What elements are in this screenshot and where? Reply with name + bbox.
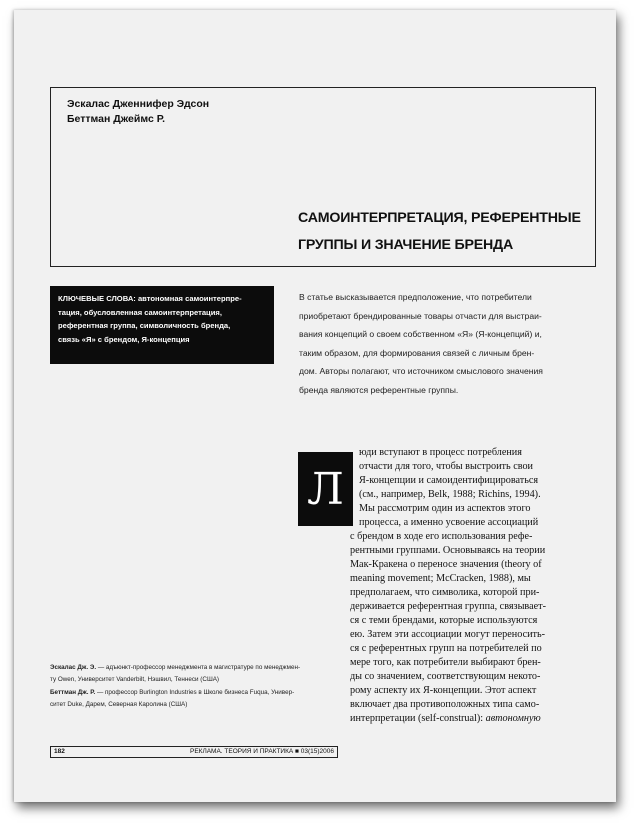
author-name: Эскалас Дженнифер Эдсон bbox=[67, 98, 210, 110]
body-line: Мы рассмотрим один из аспектов этого bbox=[359, 503, 531, 514]
bio-author-name: Беттман Дж. Р. bbox=[50, 688, 96, 696]
bio-line bbox=[50, 687, 350, 699]
body-line: ею. Затем эти ассоциации могут переносить- bbox=[350, 629, 546, 640]
bio-text: — профессор Burlington Industries в Школе бизнеса Fuqua, Универ- bbox=[95, 688, 295, 696]
abstract bbox=[299, 288, 599, 400]
body-line-text: интерпретации (self-construal): bbox=[350, 713, 486, 724]
body-line: включает два противоположных типа само- bbox=[350, 699, 540, 710]
abstract-line: таким образом, для формирования связей с личным брен- bbox=[299, 347, 535, 358]
keywords-line: связь «Я» с брендом, Я-концепция bbox=[58, 334, 190, 344]
body-line bbox=[350, 712, 541, 726]
bio-line bbox=[50, 662, 350, 674]
page-footer bbox=[50, 746, 338, 758]
article-title bbox=[298, 205, 588, 259]
body-line: ся с теми брендами, которые используются bbox=[350, 615, 538, 626]
body-line: держивается референтная группа, связывает- bbox=[350, 601, 546, 612]
body-line: рентными группами. Основываясь на теории bbox=[350, 545, 546, 556]
title-line: САМОИНТЕРПРЕТАЦИЯ, РЕФЕРЕНТНЫЕ bbox=[298, 210, 581, 226]
header-frame bbox=[50, 87, 596, 267]
bio-line: ту Owen, Университет Vanderbilt, Нэшвил, Теннеси (США) bbox=[50, 676, 220, 684]
abstract-line: вания концепций о своем собственном «Я» (Я-концепций) и, bbox=[299, 329, 542, 340]
author-bio bbox=[50, 662, 350, 712]
bio-text: — адъюнкт-профессор менеджмента в магистратуре по менеджмен- bbox=[96, 664, 301, 671]
abstract-line: бренда являются референтные группы. bbox=[299, 384, 459, 395]
body-line: отчасти для того, чтобы выстроить свои bbox=[359, 461, 534, 472]
body-line: рому аспекту их Я-концепции. Этот аспект bbox=[350, 685, 537, 696]
keywords-line: референтная группа, символичность бренда, bbox=[58, 321, 231, 331]
abstract-line: приобретают брендированные товары отчасти для выстраи- bbox=[299, 310, 542, 321]
body-line: (см., например, Belk, 1988; Richins, 1994). bbox=[359, 489, 541, 500]
body-line: Я-концепции и самоидентифицироваться bbox=[359, 475, 539, 486]
journal-issue: РЕКЛАМА. ТЕОРИЯ И ПРАКТИКА ■ 03(15)2006 bbox=[189, 748, 334, 755]
body-line: мере того, как потребители выбирают брен- bbox=[350, 657, 541, 668]
body-line: meaning movement; McCracken, 1988), мы bbox=[350, 573, 531, 584]
title-line: ГРУППЫ И ЗНАЧЕНИЕ БРЕНДА bbox=[298, 237, 514, 253]
body-line: Мак-Кракена о переносе значения (theory of bbox=[350, 559, 542, 570]
keywords-line: тация, обусловленная самоинтерпретация, bbox=[58, 307, 222, 317]
abstract-line: дом. Авторы полагают, что источником смыслового значения bbox=[299, 366, 543, 377]
body-line: процесса, а именно усвоение ассоциаций bbox=[359, 517, 539, 528]
bio-author-name: Эскалас Дж. Э. bbox=[50, 664, 97, 671]
body-line: с брендом в ходе его использования рефе- bbox=[350, 531, 533, 542]
keywords-box bbox=[50, 286, 274, 364]
body-line: юди вступают в процесс потребления bbox=[359, 447, 522, 458]
magazine-page bbox=[14, 10, 616, 802]
body-line: ся с референтных групп на потребителей по bbox=[350, 643, 542, 654]
body-line: ды со значением, соответствующим некото- bbox=[350, 671, 541, 682]
authors-block bbox=[67, 97, 209, 127]
bio-line: ситет Duke, Дарем, Северная Каролина (США) bbox=[50, 701, 188, 709]
keywords-line: КЛЮЧЕВЫЕ СЛОВА: автономная самоинтерпре- bbox=[58, 294, 242, 303]
author-name: Беттман Джеймс Р. bbox=[67, 113, 166, 125]
body-line: предполагаем, что символика, которой при- bbox=[350, 587, 540, 598]
drop-cap: Л bbox=[298, 452, 353, 526]
body-line-italic: автономную bbox=[485, 713, 541, 724]
abstract-line: В статье высказывается предположение, что потребители bbox=[299, 292, 532, 302]
page-number: 182 bbox=[54, 748, 65, 755]
